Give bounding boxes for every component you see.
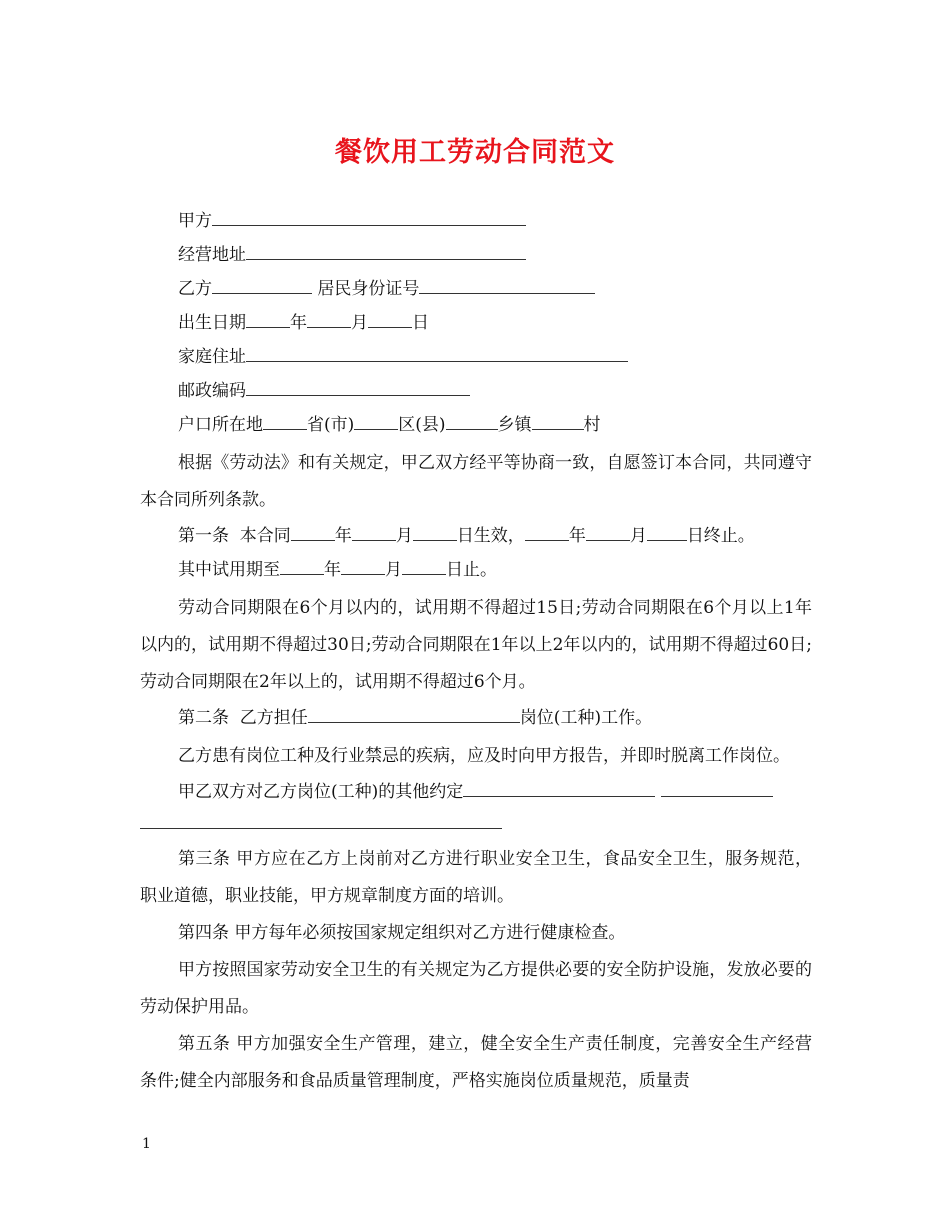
probation-rules-paragraph: 劳动合同期限在6个月以内的，试用期不得超过15日;劳动合同期限在6个月以上1年以内的，试用期不得超过30日;劳动合同期限在1年以上2年以内的，试用期不得超过60日;劳动合同期限在2年以上的，试用期不得超过6个月。 (140, 598, 812, 692)
party-a-blank (212, 207, 526, 226)
business-address-blank (246, 241, 526, 260)
home-address-blank (246, 343, 628, 362)
page-number: 1 (142, 1136, 151, 1152)
probation-line: 其中试用期至 年 月 日止。 (140, 553, 812, 587)
article-2-line: 第二条 乙方担任 岗位(工种)工作。 (140, 701, 812, 735)
other-agreement-blank (140, 827, 502, 829)
other-agreement-line: 甲乙双方对乙方岗位(工种)的其他约定 (140, 775, 812, 809)
document-body (140, 204, 812, 1100)
safety-paragraph: 甲方按照国家劳动安全卫生的有关规定为乙方提供必要的安全防护设施，发放必要的劳动保护用品。 (140, 960, 812, 1017)
article-3-paragraph: 第三条 甲方应在乙方上岗前对乙方进行职业安全卫生，食品安全卫生，服务规范，职业道德，职业技能，甲方规章制度方面的培训。 (140, 849, 812, 906)
business-address-line: 经营地址 (140, 238, 812, 272)
postal-code-line: 邮政编码 (140, 374, 812, 408)
position-blank (308, 704, 520, 723)
party-b-blank (212, 275, 312, 294)
article-1-line: 第一条 本合同 年 月 日生效， 年 月 日终止。 (140, 519, 812, 553)
postal-code-blank (246, 377, 470, 396)
article-5-paragraph: 第五条 甲方加强安全生产管理，建立，健全安全生产责任制度，完善安全生产经营条件;健全内部服务和食品质量管理制度，严格实施岗位质量规范，质量责 (140, 1034, 812, 1091)
birth-date-line: 出生日期 年 月 日 (140, 306, 812, 340)
home-address-line: 家庭住址 (140, 340, 812, 374)
hukou-line: 户口所在地 省(市) 区(县) 乡镇 村 (140, 408, 812, 442)
document-title: 餐饮用工劳动合同范文 (335, 137, 615, 168)
party-a-line: 甲方 (140, 204, 812, 238)
intro-paragraph: 根据《劳动法》和有关规定，甲乙双方经平等协商一致，自愿签订本合同，共同遵守本合同所列条款。 (140, 453, 812, 510)
party-b-line: 乙方 居民身份证号 (140, 272, 812, 306)
article-4-paragraph: 第四条 甲方每年必须按国家规定组织对乙方进行健康检查。 (178, 923, 626, 943)
disease-paragraph: 乙方患有岗位工种及行业禁忌的疾病，应及时向甲方报告，并即时脱离工作岗位。 (178, 746, 790, 766)
id-number-blank (419, 275, 595, 294)
